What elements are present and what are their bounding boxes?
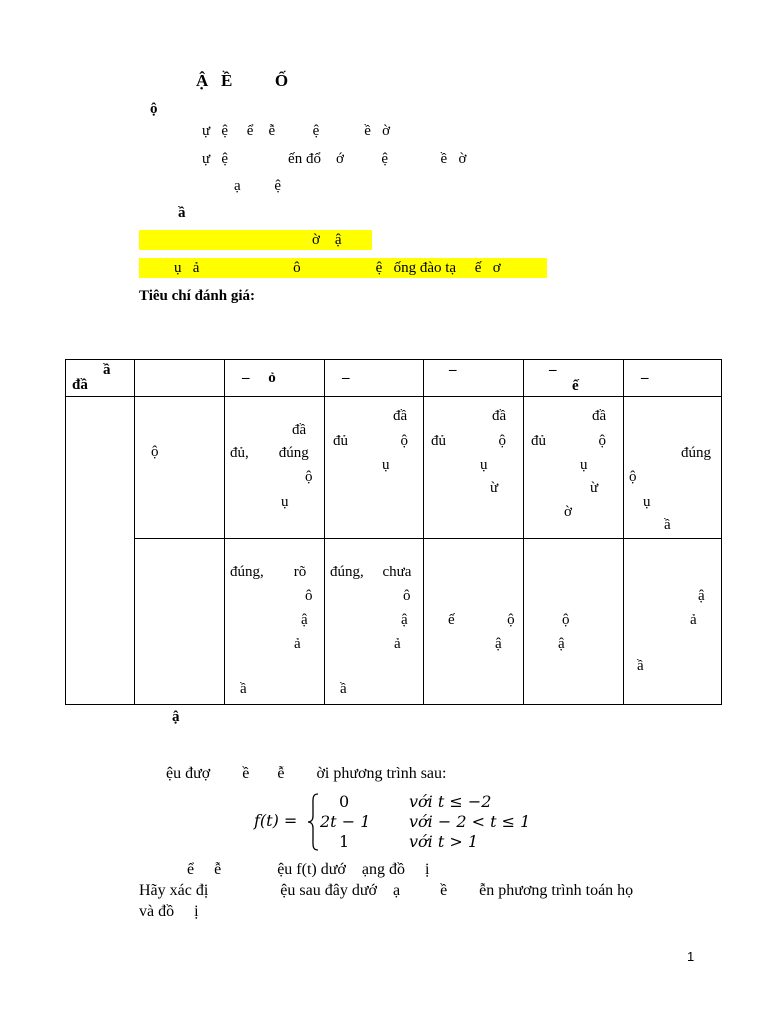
- row1-cell-5: [524, 397, 624, 539]
- header-cell-4: [424, 360, 524, 397]
- section-label-requirements: ầ: [178, 205, 186, 221]
- row1-cell-4-line-3: ừ: [490, 480, 499, 496]
- row1-cell-2-line-3: ụ: [281, 494, 289, 510]
- row2-cell-6-line-2: ầ: [637, 658, 644, 674]
- row1-cell-6: [624, 397, 722, 539]
- page-number: 1: [687, 949, 695, 964]
- row1-cell-5-line-0: đầ: [592, 408, 607, 424]
- row2-cell-3: [325, 539, 424, 705]
- header-cell-5: [524, 360, 624, 397]
- row1-cell-6-line-3: ầ: [664, 517, 671, 533]
- signal-intro-text: ệu đượ ề ễ ời phương trình sau:: [166, 765, 447, 782]
- paragraph-line-2: Hãy xác đị ệu sau đây dướ ạ ề ễn phương trình toán họ: [139, 882, 634, 899]
- header-cell-6: [624, 360, 722, 397]
- equation-brace: [306, 793, 320, 851]
- row1-cell-2-line-2: ộ: [305, 469, 313, 485]
- objective-line-2: ự ệ ến đổ ớ ệ ề ờ: [202, 151, 467, 167]
- document-title: Ậ Ề Ố: [196, 71, 289, 90]
- row2-cell-3-line-0: đúng, chưa: [330, 564, 412, 580]
- row2-cell-3-line-1: ô: [403, 588, 411, 604]
- row1-cell-5-line-2: ụ: [580, 457, 588, 473]
- row1-cell-6-line-0: đúng: [681, 445, 711, 461]
- header-cell-0-line-a: ầ: [103, 362, 111, 378]
- row2-cell-5: [524, 539, 624, 705]
- row2-cell-2-line-1: ô: [305, 588, 313, 604]
- row1-cell-3-line-1: đủ ộ: [333, 433, 408, 449]
- row2-cell-3-line-4: ầ: [340, 681, 347, 697]
- table-row: [66, 539, 722, 705]
- paragraph-line-1: ể ễ ệu f(t) dướ ạng đồ ị: [187, 861, 430, 878]
- header-cell-3: [325, 360, 424, 397]
- row2-cell-6-line-0: ậ: [698, 588, 705, 604]
- row1-cell-2-line-1: đủ, đúng: [230, 445, 309, 461]
- row1-cell-4-line-1: đủ ộ: [431, 433, 506, 449]
- header-cell-6-text: –: [641, 370, 649, 386]
- objective-line-3: ạ ệ: [234, 178, 282, 194]
- section-label-objectives: ộ: [150, 101, 158, 117]
- row1-cell-5-line-1: đủ ộ: [531, 433, 606, 449]
- header-cell-5-line-b: ế: [572, 378, 579, 394]
- paragraph-line-3: và đồ ị: [139, 903, 199, 920]
- row2-cell-2-line-3: ả: [294, 636, 301, 652]
- row1-cell-2-line-0: đầ: [292, 422, 307, 438]
- header-cell-0-line-b: đầ: [72, 377, 88, 393]
- header-cell-0: [66, 360, 135, 397]
- row1-cell-6-line-2: ụ: [643, 494, 651, 510]
- row2-cell-2-line-2: ậ: [301, 612, 308, 628]
- row2-cell-2-line-0: đúng, rõ: [230, 564, 307, 580]
- row2-cell-4: [424, 539, 524, 705]
- equation-case-1-condition: với t ≤ −2: [409, 792, 492, 811]
- criteria-heading: Tiêu chí đánh giá:: [139, 288, 256, 304]
- row1-cell-3-line-0: đầ: [393, 408, 408, 424]
- rubric-table: [65, 359, 722, 705]
- row2-cell-5-line-0: ộ: [562, 612, 570, 628]
- section-label-practice: ậ: [172, 709, 180, 725]
- header-cell-5-line-a: –: [549, 362, 557, 378]
- row1-cell-3: [325, 397, 424, 539]
- equation-case-2-condition: với − 2 < t ≤ 1: [409, 812, 531, 831]
- equation-lhs: f(t) =: [254, 811, 298, 830]
- table-header-row: [66, 360, 722, 397]
- row1-cell-4: [424, 397, 524, 539]
- row1-cell-2: [225, 397, 325, 539]
- row1-cell-4-line-0: đầ: [492, 408, 507, 424]
- row2-cell-2: [225, 539, 325, 705]
- row1-cell-1-text: ộ: [151, 444, 159, 460]
- row2-cell-5-line-1: ậ: [558, 636, 565, 652]
- header-cell-1: [135, 360, 225, 397]
- header-cell-3-text: –: [342, 370, 350, 386]
- row2-cell-6-line-1: ả: [690, 612, 697, 628]
- equation-case-3-value: 1: [339, 832, 350, 851]
- header-cell-2: [225, 360, 325, 397]
- row1-cell-6-line-1: ộ: [629, 469, 637, 485]
- highlight-text-1: ờ ậ: [312, 232, 342, 248]
- row2-cell-3-line-3: ả: [394, 636, 401, 652]
- row1-cell-3-line-2: ụ: [382, 457, 390, 473]
- row1-cell-4-line-2: ụ: [480, 457, 488, 473]
- row2-cell-4-line-0: ế ộ: [448, 612, 515, 628]
- row2-cell-3-line-2: ậ: [401, 612, 408, 628]
- header-cell-4-text: –: [449, 362, 457, 378]
- header-cell-2-text: – ỏ: [242, 370, 276, 386]
- objective-line-1: ự ệ ể ễ ệ ề ờ: [202, 123, 391, 139]
- row1-cell-1: [135, 397, 225, 539]
- row2-cell-1: [135, 539, 225, 705]
- row-group-cell: [66, 397, 135, 705]
- row2-cell-2-line-4: ầ: [240, 681, 247, 697]
- row1-cell-5-line-3: ừ: [590, 480, 599, 496]
- row1-cell-5-line-4: ờ: [564, 504, 572, 520]
- highlight-text-2: ụ ả ô ệ ống đào tạ ế ơ: [174, 260, 501, 276]
- equation-case-1-value: 0: [339, 792, 350, 811]
- row2-cell-4-line-1: ậ: [495, 636, 502, 652]
- equation-case-3-condition: với t > 1: [409, 832, 479, 851]
- table-row: [66, 397, 722, 539]
- row2-cell-6: [624, 539, 722, 705]
- equation-case-2-value: 2t − 1: [320, 812, 371, 831]
